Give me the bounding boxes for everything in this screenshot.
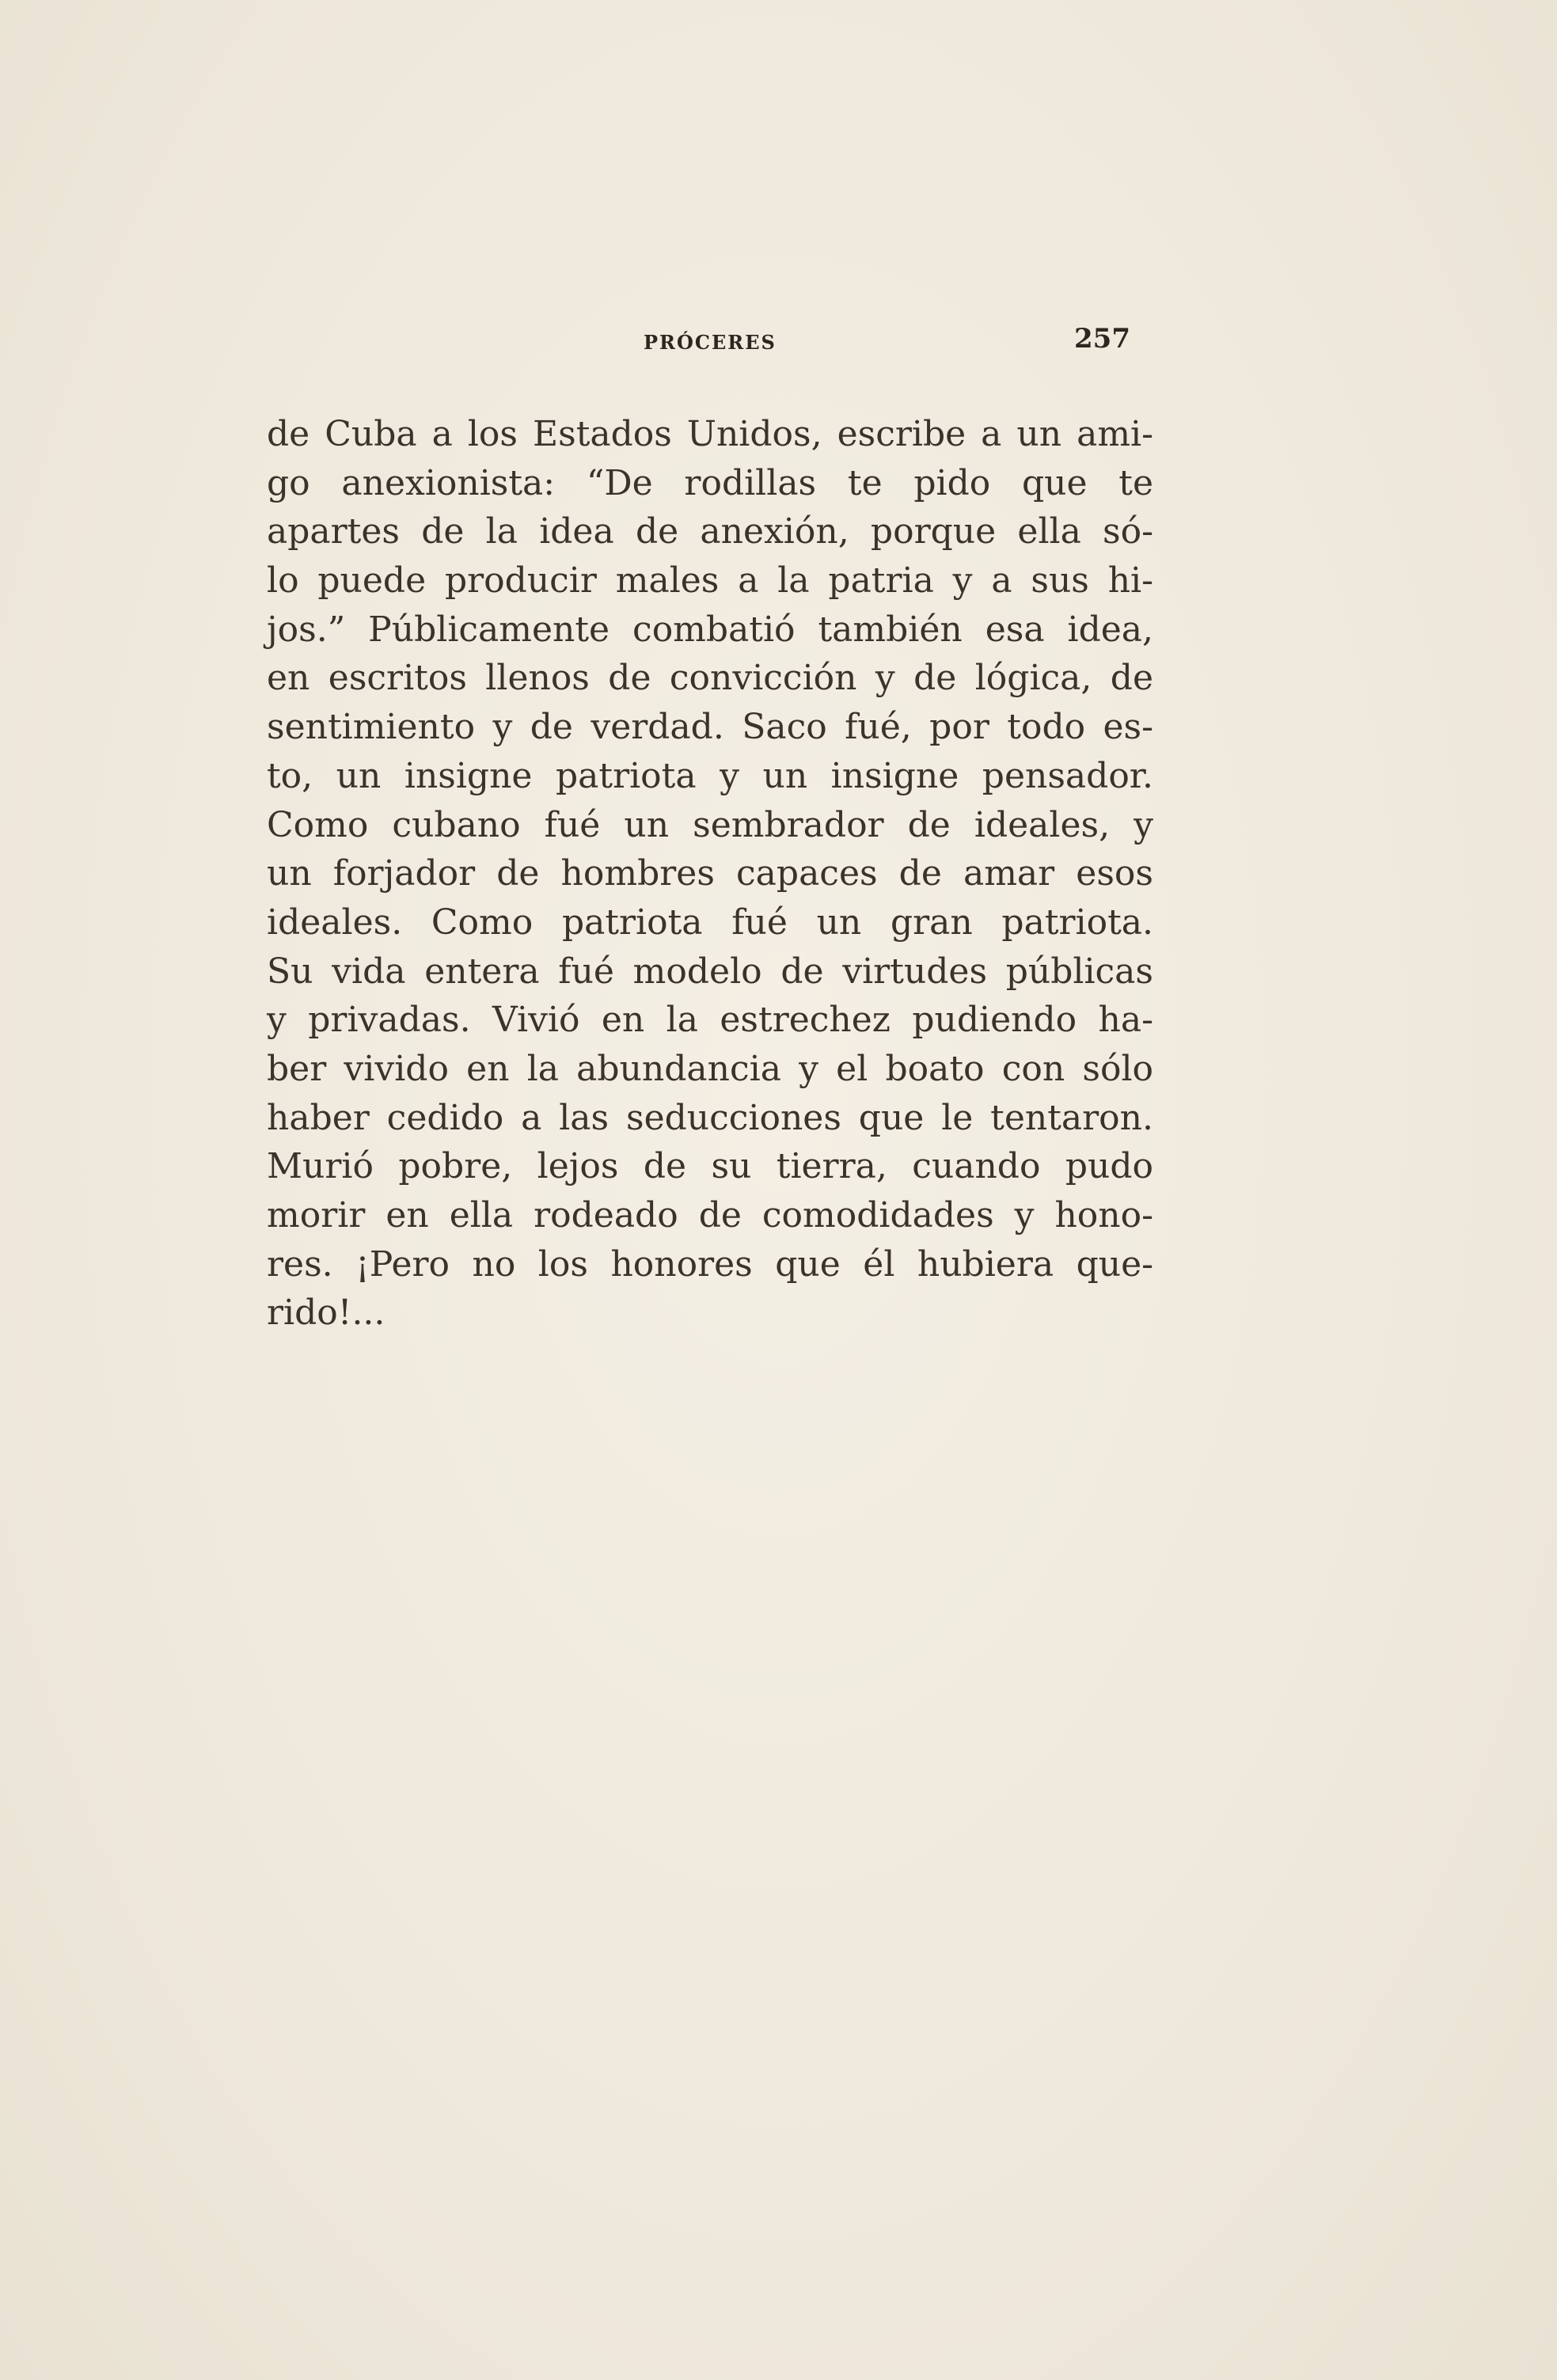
text-line: ideales. Como patriota fué un gran patriota. (267, 902, 1153, 943)
text-line: Murió pobre, lejos de su tierra, cuando pudo (267, 1146, 1153, 1187)
text-line: ber vivido en la abundancia y el boato con sólo (267, 1048, 1153, 1089)
text-line: Su vida entera fué modelo de virtudes públicas (267, 951, 1153, 992)
text-line: apartes de la idea de anexión, porque ella só- (267, 511, 1153, 552)
text-line: lo puede producir males a la patria y a sus hi- (267, 560, 1153, 602)
text-line: en escritos llenos de convicción y de lógica, de (267, 658, 1153, 699)
text-line: Como cubano fué un sembrador de ideales, y (267, 804, 1153, 845)
running-head-title: PRÓCERES (644, 331, 777, 354)
text-line: haber cedido a las seducciones que le tentaron. (267, 1097, 1153, 1138)
text-line: jos.” Públicamente combatió también esa idea, (267, 609, 1153, 650)
page-number: 257 (1074, 323, 1130, 355)
text-line: y privadas. Vivió en la estrechez pudiendo ha- (267, 1000, 1153, 1041)
text-line: to, un insigne patriota y un insigne pensador. (267, 755, 1153, 796)
text-line: res. ¡Pero no los honores que él hubiera que- (267, 1243, 1153, 1285)
text-line: sentimiento y de verdad. Saco fué, por todo es- (267, 707, 1153, 748)
body-paragraph (267, 410, 1153, 1338)
text-line: de Cuba a los Estados Unidos, escribe a un ami- (267, 414, 1153, 454)
text-line-last: rido!... (267, 1292, 385, 1334)
text-line: morir en ella rodeado de comodidades y hono- (267, 1195, 1153, 1236)
text-line: un forjador de hombres capaces de amar esos (267, 853, 1153, 894)
text-line: go anexionista: “De rodillas te pido que te (267, 462, 1153, 503)
